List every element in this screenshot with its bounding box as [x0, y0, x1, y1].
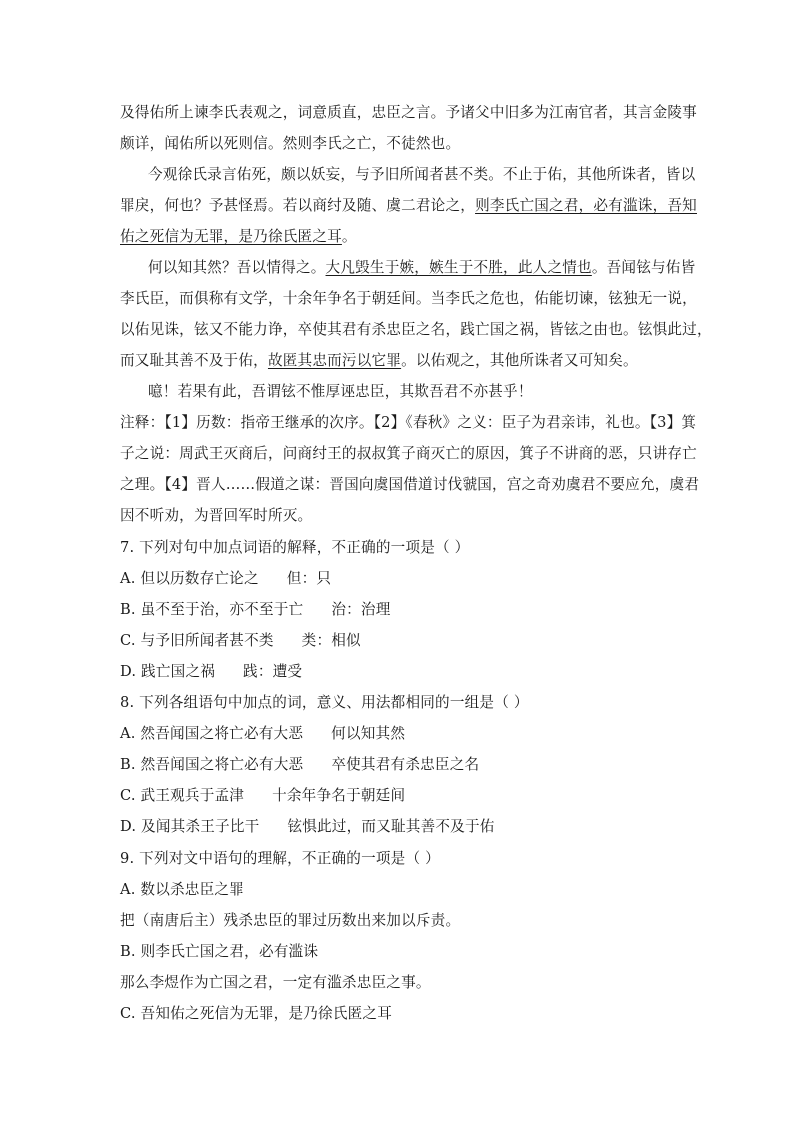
option-c: C. 与予旧所闻者甚不类 类：相似 — [120, 632, 361, 649]
question-stem: 7. 下列对句中加点词语的解释，不正确的一项是（ ） — [120, 539, 470, 556]
passage-line: 罪戾，何也？予甚怪焉。若以商纣及随、虞二君论之，则李氏亡国之君，必有滥诛，吾知 — [120, 197, 697, 214]
passage-line: 而又耻其善不及于佑，故匿其忠而污以它罪。以佑观之，其他所诛者又可知矣。 — [120, 352, 638, 369]
underlined-sentence: 故匿其忠而污以它罪 — [267, 352, 402, 369]
passage-line: 今观徐氏录言佑死，颇以妖妄，与予旧所闻者甚不类。不止于佑，其他所诛者，皆以 — [148, 166, 696, 183]
option-explanation: 那么李煜作为亡国之君，一定有滥杀忠臣之事。 — [120, 974, 431, 991]
question-stem: 9. 下列对文中语句的理解，不正确的一项是（ ） — [120, 850, 440, 867]
passage-line: 及得佑所上谏李氏表观之，词意质直，忠臣之言。予诸父中旧多为江南官者，其言金陵事 — [120, 104, 697, 121]
option-a: A. 数以杀忠臣之罪 — [120, 881, 244, 898]
option-c: C. 武王观兵于孟津 十余年争名于朝廷间 — [120, 787, 406, 804]
notes-line: 因不听劝，为晋回军时所灭。 — [120, 507, 313, 524]
option-a: A. 但以历数存亡论之 但：只 — [120, 570, 332, 587]
question-stem: 8. 下列各组语句中加点的词，意义、用法都相同的一组是（ ） — [120, 694, 529, 711]
underlined-sentence: 大凡毁生于嫉，嫉生于不胜，此人之情也 — [325, 259, 592, 276]
option-a: A. 然吾闻国之将亡必有大恶 何以知其然 — [120, 725, 406, 742]
notes-line: 之理。【4】晋人……假道之谋：晋国向虞国借道讨伐虢国，宫之奇劝虞君不要应允，虞君 — [120, 476, 700, 493]
underlined-sentence: 则李氏亡国之君，必有滥诛，吾知 — [475, 197, 697, 214]
underlined-sentence: 佑之死信为无罪，是乃徐氏匿之耳 — [120, 228, 342, 245]
notes-line: 注释：【1】历数：指帝王继承的次序。【2】《春秋》之义：臣子为君亲讳，礼也。【3】箕 — [120, 414, 697, 431]
option-d: D. 及闻其杀王子比干 铉惧此过，而又耻其善不及于佑 — [120, 818, 495, 835]
passage-line: 佑之死信为无罪，是乃徐氏匿之耳。 — [120, 228, 357, 245]
option-b: B. 则李氏亡国之君，必有滥诛 — [120, 943, 319, 960]
option-b: B. 然吾闻国之将亡必有大恶 卒使其君有杀忠臣之名 — [120, 756, 480, 773]
passage-line: 李氏臣，而俱称有文学，十余年争名于朝廷间。当李氏之危也，佑能切谏，铉独无一说， — [120, 290, 697, 307]
passage-line: 何以知其然？吾以情得之。大凡毁生于嫉，嫉生于不胜，此人之情也。吾闻铉与佑皆 — [148, 259, 696, 276]
passage-line: 噫！若果有此，吾谓铉不惟厚诬忠臣，其欺吾君不亦甚乎！ — [148, 383, 533, 400]
option-explanation: 把（南唐后主）残杀忠臣的罪过历数出来加以斥责。 — [120, 912, 461, 929]
option-b: B. 虽不至于治，亦不至于亡 治：治理 — [120, 601, 391, 618]
passage-line: 以佑见诛，铉又不能力诤，卒使其君有杀忠臣之名，践亡国之祸，皆铉之由也。铉惧此过， — [120, 321, 712, 338]
option-c: C. 吾知佑之死信为无罪，是乃徐氏匿之耳 — [120, 1005, 393, 1022]
option-d: D. 践亡国之祸 践：遭受 — [120, 663, 303, 680]
passage-line: 颇详，闻佑所以死则信。然则李氏之亡，不徒然也。 — [120, 135, 461, 152]
notes-line: 子之说：周武王灭商后，问商纣王的叔叔箕子商灭亡的原因，箕子不讲商的恶，只讲存亡 — [120, 445, 697, 462]
